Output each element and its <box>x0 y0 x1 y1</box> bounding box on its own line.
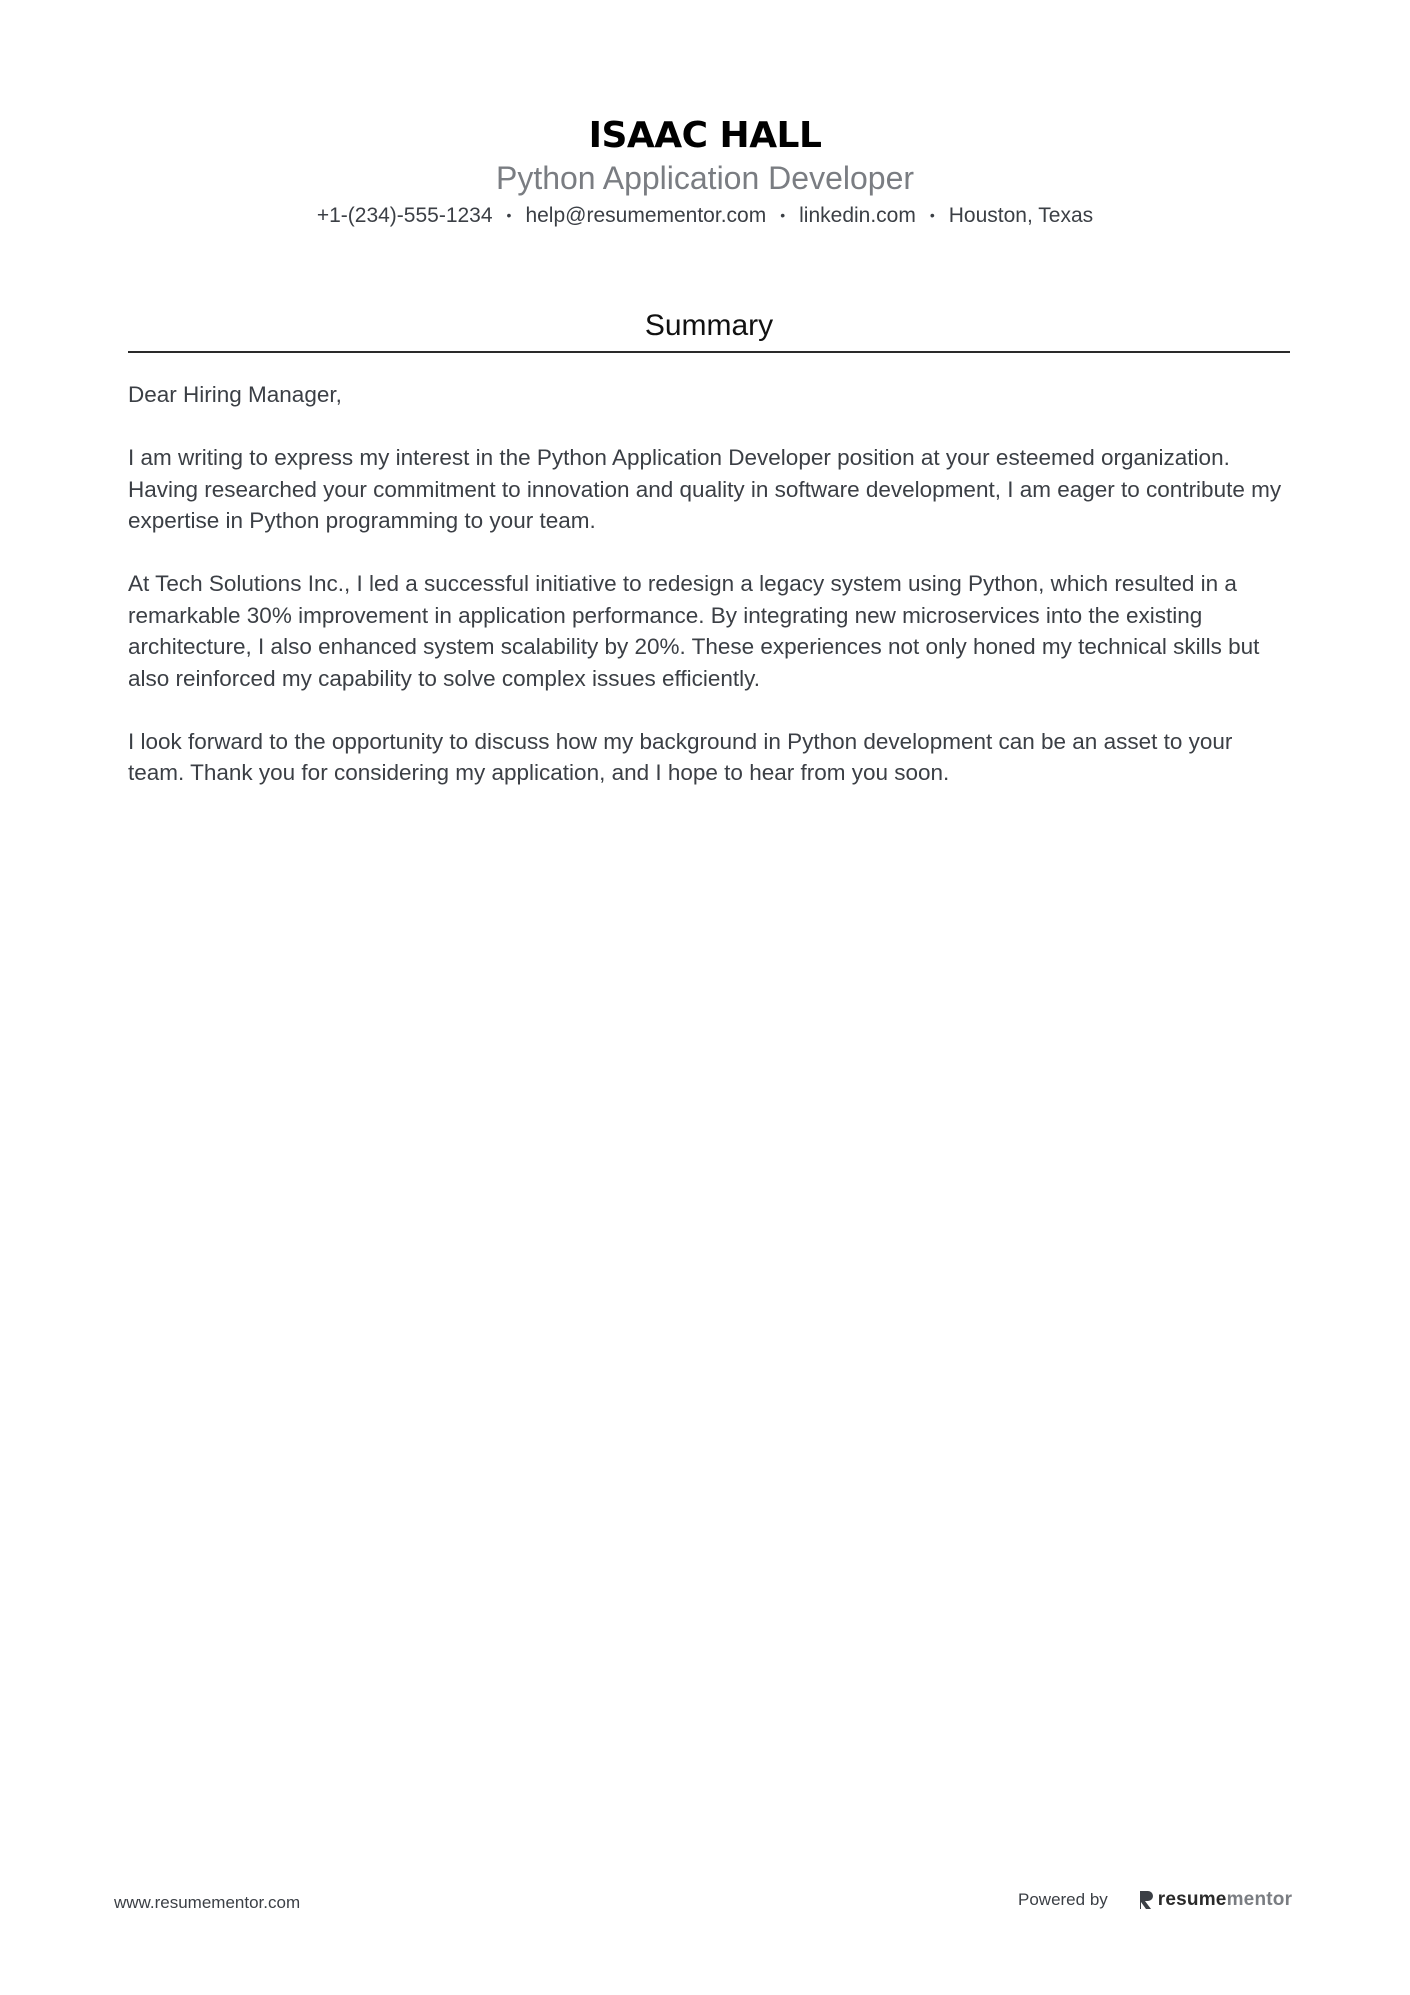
brand-logo <box>1138 1889 1292 1911</box>
letter-paragraph: At Tech Solutions Inc., I led a successful initiative to redesign a legacy system using Python, which resulted in a remarkable 30% improvement in application performance. By integrating new microservices into the existing architecture, I also enhanced system scalability by 20%. These experiences not only honed my technical skills but also reinforced my capability to solve complex issues efficiently. <box>128 571 1260 691</box>
footer-website: www.resumementor.com <box>114 1893 301 1912</box>
section-divider <box>128 351 1290 353</box>
brand-name-bold: resume <box>1157 1889 1227 1910</box>
letter-paragraph: I am writing to express my interest in the Python Application Developer position at your esteemed organization. Having researched your commitment to innovation and quality in software development, I am eager to contribute my expertise in Python programming to your team. <box>128 445 1282 533</box>
candidate-name: ISAAC HALL <box>588 115 822 156</box>
separator-dot: • <box>929 207 935 223</box>
contact-email: help@resumementor.com <box>525 204 767 227</box>
resumementor-logo-icon <box>1138 1890 1154 1910</box>
separator-dot: • <box>780 207 786 223</box>
letter-body <box>128 379 1290 820</box>
contact-location: Houston, Texas <box>948 204 1094 227</box>
contact-phone: +1-(234)-555-1234 <box>316 204 493 227</box>
letter-greeting: Dear Hiring Manager, <box>128 382 342 407</box>
contact-linkedin: linkedin.com <box>799 204 916 227</box>
header <box>0 112 1410 231</box>
contact-line <box>0 200 1410 231</box>
job-title: Python Application Developer <box>495 160 915 196</box>
section-title-summary: Summary <box>644 309 774 342</box>
letter-paragraph: I look forward to the opportunity to discuss how my background in Python development can be an asset to your team. Thank you for considering my application, and I hope to hear from you soon. <box>128 728 1233 785</box>
brand-name-light: mentor <box>1226 1889 1293 1910</box>
powered-by-label: Powered by <box>1018 1890 1108 1909</box>
separator-dot: • <box>506 207 512 223</box>
footer-branding <box>1018 1889 1292 1911</box>
